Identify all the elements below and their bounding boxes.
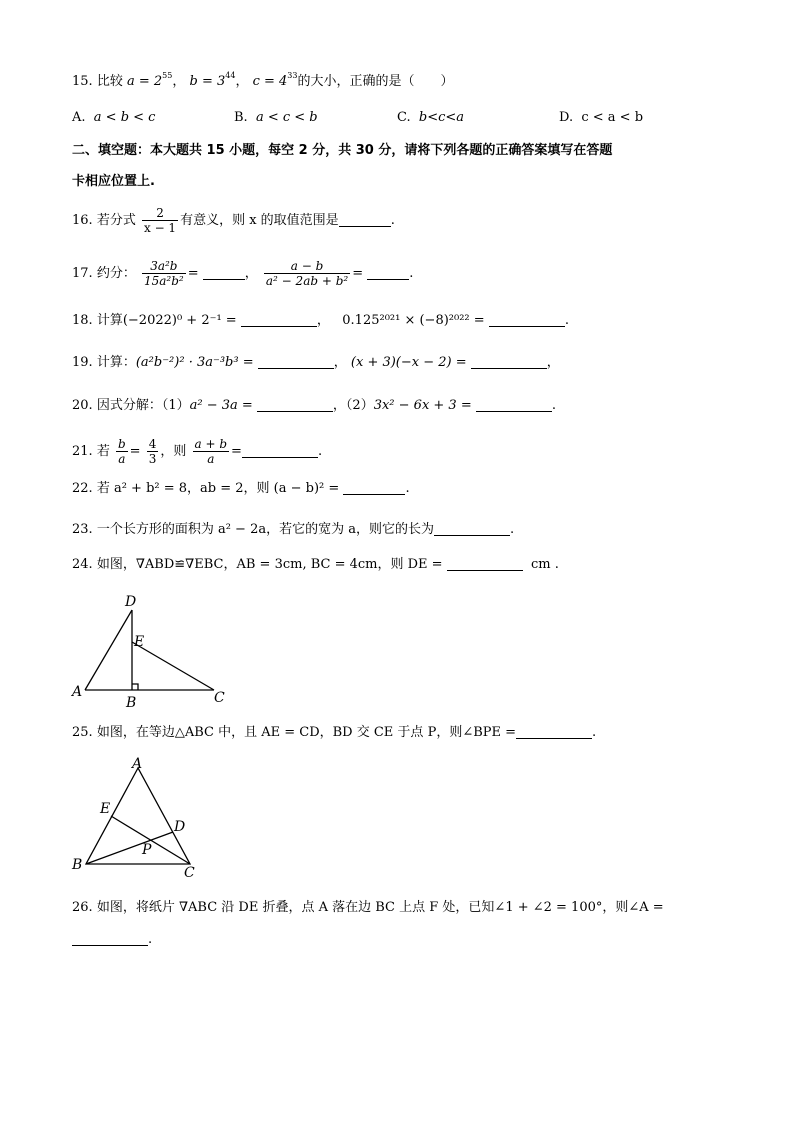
answer-blank: [516, 725, 592, 739]
section-heading-cont: 卡相应位置上.: [72, 174, 155, 189]
label-a: A: [132, 756, 143, 772]
label-a: A: [72, 684, 83, 700]
question-23: 23. 一个长方形的面积为 a² − 2a，若它的宽为 a，则它的长为 .: [72, 522, 515, 537]
answer-blank: [343, 481, 405, 495]
answer-blank: [258, 355, 334, 369]
expr-c: c = 4: [252, 74, 288, 89]
answer-blank: [203, 266, 245, 280]
answer-blank: [367, 266, 409, 280]
label-d: D: [125, 594, 137, 610]
question-15: 15. 比较 $a = 2^{55}$， $b = 3^{44}$， $c = 4^{33}$的大小，正确的是（ ）: [72, 71, 454, 89]
answer-blank: [242, 444, 318, 458]
question-25: 25. 如图，在等边△ABC 中，且 AE = CD，BD 交 CE 于点 P，则∠BPE = .: [72, 725, 597, 740]
answer-blank: [434, 522, 510, 536]
question-20: 20. 因式分解：（1）a² − 3a = ，（2）3x² − 6x + 3 = .: [72, 398, 557, 413]
figure-24: [66, 590, 236, 710]
figure-25: [66, 752, 216, 882]
expr-a: a = 2: [126, 74, 163, 89]
answer-blank: [339, 213, 391, 227]
question-16: 16. 若分式 $\frac{2}{x - 1}$ 有意义，则 x 的取值范围是 .: [72, 206, 395, 235]
question-21: 21. 若 $\frac{b}{a}$ = $\frac{4}{3}$ ，则 $\frac{a + b}{a}$ = .: [72, 437, 323, 466]
label-e: E: [100, 801, 111, 817]
expr-b: b = 3: [189, 74, 226, 89]
label-d: D: [174, 819, 186, 835]
answer-blank: [257, 398, 333, 412]
answer-blank: [447, 557, 523, 571]
label-e: E: [134, 634, 145, 650]
question-19: 19. 计算：(a²b⁻²)² · 3a⁻³b³ = ， (x + 3)(−x − 2) = ，: [72, 355, 560, 370]
question-26: 26. 如图，将纸片 ∇ABC 沿 DE 折叠，点 A 落在边 BC 上点 F 处，已知∠1 + ∠2 = 100°，则∠A =: [72, 900, 664, 915]
answer-blank: [471, 355, 547, 369]
option-a: A. a < b < c: [72, 110, 156, 125]
answer-blank: [241, 313, 317, 327]
label-b: B: [126, 695, 137, 710]
question-18: 18. 计算(−2022)⁰ + 2⁻¹ = ， 0.125²⁰²¹ × (−8)²⁰²² = .: [72, 313, 569, 328]
fraction: $\frac{a - b}{\text{a² − 2ab + b²}}$: [265, 259, 349, 288]
fraction: $\frac{\text{3a²b}}{\text{15a²b²}}$: [143, 259, 184, 288]
label-c: C: [214, 690, 225, 706]
option-d: D. c < a < b: [559, 110, 644, 125]
option-b: B. a < c < b: [234, 110, 318, 125]
label-b: B: [72, 857, 83, 873]
answer-blank: [476, 398, 552, 412]
option-c: C. b<c<a: [397, 110, 465, 125]
fraction: $\frac{b}{a}$: [117, 437, 126, 466]
question-24: 24. 如图，∇ABD≌∇EBC，AB = 3cm, BC = 4cm，则 DE = cm .: [72, 557, 559, 572]
question-26-cont: .: [72, 930, 152, 950]
question-17: 17. 约分： $\frac{\text{3a²b}}{\text{15a²b²}}$ = ， $\frac{a - b}{\text{a² − 2ab + b²}}$ = .: [72, 259, 414, 288]
label-c: C: [184, 865, 195, 881]
fraction: $\frac{4}{3}$: [148, 437, 157, 466]
fraction: $\frac{2}{x - 1}$: [143, 206, 177, 235]
answer-blank: [489, 313, 565, 327]
fraction: $\frac{a + b}{a}$: [194, 437, 228, 466]
section-heading: 二、填空题：本大题共 15 小题，每空 2 分，共 30 分，请将下列各题的正确答案填写在答题: [72, 143, 613, 158]
label-p: P: [142, 842, 152, 858]
question-22: 22. 若 a² + b² = 8，ab = 2，则 (a − b)² = .: [72, 481, 410, 496]
answer-blank: [72, 932, 148, 946]
